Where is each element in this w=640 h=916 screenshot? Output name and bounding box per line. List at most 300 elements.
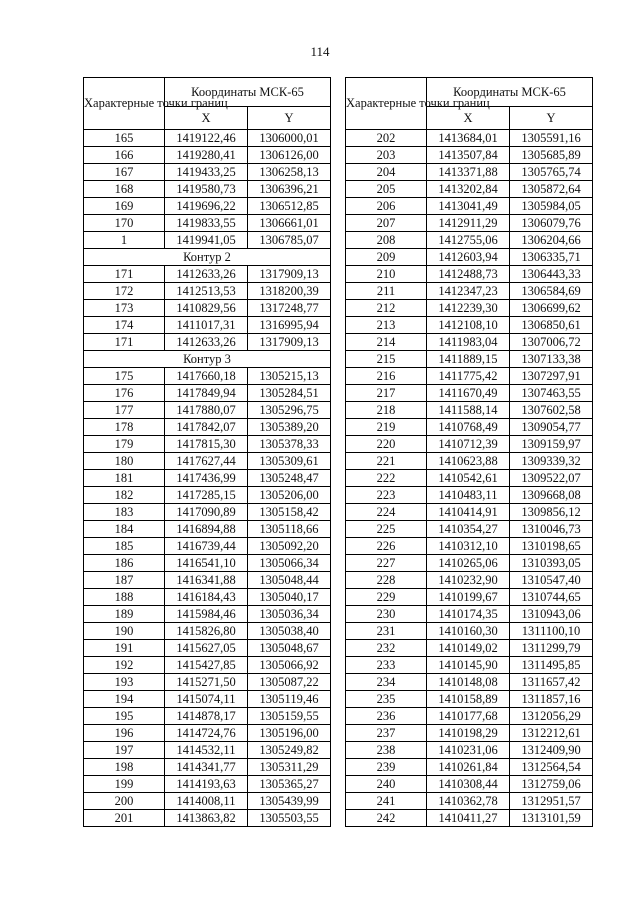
- y-coordinate-cell: 1305389,20: [248, 419, 331, 436]
- table-row: [84, 521, 331, 538]
- y-coordinate-cell: 1311299,79: [510, 640, 593, 657]
- x-coordinate-cell: 1419122,46: [165, 130, 248, 147]
- point-number-cell: 196: [84, 725, 165, 742]
- point-number-cell: 224: [346, 504, 427, 521]
- x-coordinate-cell: 1410362,78: [427, 793, 510, 810]
- point-number-cell: 183: [84, 504, 165, 521]
- point-number-cell: 222: [346, 470, 427, 487]
- point-number-cell: 207: [346, 215, 427, 232]
- table-row: [84, 266, 331, 283]
- point-number-cell: 199: [84, 776, 165, 793]
- point-number-cell: 173: [84, 300, 165, 317]
- y-coordinate-cell: 1309522,07: [510, 470, 593, 487]
- x-coordinate-cell: 1410308,44: [427, 776, 510, 793]
- y-coordinate-cell: 1316995,94: [248, 317, 331, 334]
- y-coordinate-cell: 1307133,38: [510, 351, 593, 368]
- point-number-cell: 1: [84, 232, 165, 249]
- y-coordinate-cell: 1305036,34: [248, 606, 331, 623]
- x-coordinate-cell: 1410354,27: [427, 521, 510, 538]
- x-coordinate-cell: 1412108,10: [427, 317, 510, 334]
- point-number-cell: 200: [84, 793, 165, 810]
- point-number-cell: 202: [346, 130, 427, 147]
- table-row: [346, 589, 593, 606]
- y-coordinate-cell: 1309159,97: [510, 436, 593, 453]
- table-row: [346, 776, 593, 793]
- table-row: [346, 232, 593, 249]
- table-row: [346, 793, 593, 810]
- table-row: [346, 674, 593, 691]
- table-row: [346, 470, 593, 487]
- table-row: [84, 232, 331, 249]
- point-number-cell: 211: [346, 283, 427, 300]
- y-coordinate-cell: 1311100,10: [510, 623, 593, 640]
- x-coordinate-cell: 1417627,44: [165, 453, 248, 470]
- table-row: [346, 130, 593, 147]
- table-row: [346, 351, 593, 368]
- table-row: [346, 521, 593, 538]
- x-coordinate-cell: 1413684,01: [427, 130, 510, 147]
- table-row: [84, 793, 331, 810]
- y-coordinate-cell: 1305066,92: [248, 657, 331, 674]
- point-number-cell: 192: [84, 657, 165, 674]
- x-coordinate-cell: 1410231,06: [427, 742, 510, 759]
- table-row: [346, 385, 593, 402]
- y-coordinate-cell: 1305087,22: [248, 674, 331, 691]
- point-number-cell: 218: [346, 402, 427, 419]
- x-coordinate-cell: 1412603,94: [427, 249, 510, 266]
- point-number-cell: 194: [84, 691, 165, 708]
- coordinates-table-right: [345, 77, 593, 827]
- table-row: [346, 181, 593, 198]
- point-number-cell: 223: [346, 487, 427, 504]
- x-coordinate-cell: 1417815,30: [165, 436, 248, 453]
- table-row: [84, 776, 331, 793]
- y-coordinate-cell: 1312759,06: [510, 776, 593, 793]
- y-coordinate-cell: 1305872,64: [510, 181, 593, 198]
- x-coordinate-cell: 1410158,89: [427, 691, 510, 708]
- x-coordinate-cell: 1412239,30: [427, 300, 510, 317]
- y-coordinate-cell: 1305503,55: [248, 810, 331, 827]
- y-coordinate-cell: 1309856,12: [510, 504, 593, 521]
- y-coordinate-cell: 1305038,40: [248, 623, 331, 640]
- contour-heading: Контур 2: [84, 249, 331, 266]
- x-coordinate-cell: 1412347,23: [427, 283, 510, 300]
- x-coordinate-cell: 1412633,26: [165, 334, 248, 351]
- point-number-cell: 228: [346, 572, 427, 589]
- table-row: [346, 504, 593, 521]
- point-number-cell: 206: [346, 198, 427, 215]
- y-coordinate-cell: 1305591,16: [510, 130, 593, 147]
- x-coordinate-cell: 1414878,17: [165, 708, 248, 725]
- table-row: [346, 334, 593, 351]
- x-coordinate-cell: 1411670,49: [427, 385, 510, 402]
- point-number-cell: 220: [346, 436, 427, 453]
- x-coordinate-cell: 1417090,89: [165, 504, 248, 521]
- x-coordinate-cell: 1416184,43: [165, 589, 248, 606]
- y-coordinate-cell: 1306785,07: [248, 232, 331, 249]
- point-number-cell: 195: [84, 708, 165, 725]
- table-row: [346, 555, 593, 572]
- table-row: [346, 419, 593, 436]
- table-row: [84, 725, 331, 742]
- table-row: [346, 402, 593, 419]
- table-row: [346, 215, 593, 232]
- point-number-cell: 236: [346, 708, 427, 725]
- y-coordinate-cell: 1305284,51: [248, 385, 331, 402]
- table-row: [346, 300, 593, 317]
- y-coordinate-cell: 1311857,16: [510, 691, 593, 708]
- table-row: [84, 215, 331, 232]
- x-coordinate-cell: 1410542,61: [427, 470, 510, 487]
- table-row: [346, 691, 593, 708]
- points-column-header: Характерные точки границ: [84, 78, 165, 130]
- y-coordinate-cell: 1310744,65: [510, 589, 593, 606]
- table-row: [346, 283, 593, 300]
- point-number-cell: 239: [346, 759, 427, 776]
- point-number-cell: 204: [346, 164, 427, 181]
- x-coordinate-cell: 1410623,88: [427, 453, 510, 470]
- x-coordinate-cell: 1415271,50: [165, 674, 248, 691]
- y-coordinate-cell: 1305984,05: [510, 198, 593, 215]
- table-row: [84, 674, 331, 691]
- y-coordinate-cell: 1305248,47: [248, 470, 331, 487]
- table-row: [84, 589, 331, 606]
- y-coordinate-cell: 1305196,00: [248, 725, 331, 742]
- table-row: [84, 436, 331, 453]
- x-coordinate-cell: 1417880,07: [165, 402, 248, 419]
- point-number-cell: 232: [346, 640, 427, 657]
- x-coordinate-cell: 1411889,15: [427, 351, 510, 368]
- point-number-cell: 225: [346, 521, 427, 538]
- coordinates-column-header: Координаты МСК-65: [427, 78, 593, 107]
- y-coordinate-cell: 1307602,58: [510, 402, 593, 419]
- point-number-cell: 237: [346, 725, 427, 742]
- table-row: [346, 317, 593, 334]
- x-coordinate-cell: 1414008,11: [165, 793, 248, 810]
- table-row: [84, 572, 331, 589]
- coordinates-table-left: [83, 77, 331, 827]
- x-coordinate-cell: 1414532,11: [165, 742, 248, 759]
- table-row: [84, 708, 331, 725]
- x-coordinate-cell: 1410483,11: [427, 487, 510, 504]
- point-number-cell: 227: [346, 555, 427, 572]
- table-row: [84, 657, 331, 674]
- table-row: [84, 691, 331, 708]
- point-number-cell: 215: [346, 351, 427, 368]
- point-number-cell: 171: [84, 334, 165, 351]
- table-row: [84, 334, 331, 351]
- table-row: [346, 725, 593, 742]
- contour-heading: Контур 3: [84, 351, 331, 368]
- table-row: [84, 419, 331, 436]
- point-number-cell: 181: [84, 470, 165, 487]
- table-row: [84, 130, 331, 147]
- y-coordinate-cell: 1310547,40: [510, 572, 593, 589]
- x-coordinate-cell: 1413863,82: [165, 810, 248, 827]
- point-number-cell: 176: [84, 385, 165, 402]
- x-coordinate-cell: 1419941,05: [165, 232, 248, 249]
- table-row: [84, 164, 331, 181]
- x-coordinate-cell: 1410199,67: [427, 589, 510, 606]
- point-number-cell: 221: [346, 453, 427, 470]
- y-coordinate-cell: 1306699,62: [510, 300, 593, 317]
- x-coordinate-cell: 1417849,94: [165, 385, 248, 402]
- point-number-cell: 185: [84, 538, 165, 555]
- x-coordinate-cell: 1410265,06: [427, 555, 510, 572]
- x-coordinate-cell: 1417436,99: [165, 470, 248, 487]
- y-coordinate-cell: 1306204,66: [510, 232, 593, 249]
- y-coordinate-cell: 1312056,29: [510, 708, 593, 725]
- x-coordinate-cell: 1414341,77: [165, 759, 248, 776]
- point-number-cell: 174: [84, 317, 165, 334]
- y-coordinate-cell: 1305118,66: [248, 521, 331, 538]
- y-coordinate-cell: 1309054,77: [510, 419, 593, 436]
- x-coordinate-cell: 1410145,90: [427, 657, 510, 674]
- y-coordinate-cell: 1306258,13: [248, 164, 331, 181]
- point-number-cell: 169: [84, 198, 165, 215]
- table-row: [346, 249, 593, 266]
- x-coordinate-cell: 1416894,88: [165, 521, 248, 538]
- contour-heading-row: [84, 351, 331, 368]
- y-coordinate-cell: 1306079,76: [510, 215, 593, 232]
- y-coordinate-cell: 1310393,05: [510, 555, 593, 572]
- x-coordinate-cell: 1412513,53: [165, 283, 248, 300]
- x-coordinate-cell: 1417842,07: [165, 419, 248, 436]
- x-coordinate-cell: 1415826,80: [165, 623, 248, 640]
- point-number-cell: 172: [84, 283, 165, 300]
- points-column-header: Характерные точки границ: [346, 78, 427, 130]
- coordinates-column-header: Координаты МСК-65: [165, 78, 331, 107]
- point-number-cell: 230: [346, 606, 427, 623]
- point-number-cell: 186: [84, 555, 165, 572]
- table-row: [346, 164, 593, 181]
- point-number-cell: 216: [346, 368, 427, 385]
- point-number-cell: 167: [84, 164, 165, 181]
- table-row: [84, 317, 331, 334]
- x-coordinate-cell: 1413202,84: [427, 181, 510, 198]
- y-coordinate-cell: 1305685,89: [510, 147, 593, 164]
- table-body-left: [84, 130, 331, 827]
- y-coordinate-cell: 1306000,01: [248, 130, 331, 147]
- point-number-cell: 219: [346, 419, 427, 436]
- y-coordinate-cell: 1306661,01: [248, 215, 331, 232]
- y-coordinate-cell: 1306512,85: [248, 198, 331, 215]
- table-row: [346, 623, 593, 640]
- table-row: [84, 606, 331, 623]
- point-number-cell: 166: [84, 147, 165, 164]
- x-coordinate-cell: 1410149,02: [427, 640, 510, 657]
- point-number-cell: 170: [84, 215, 165, 232]
- y-coordinate-cell: 1305309,61: [248, 453, 331, 470]
- table-body-right: [346, 130, 593, 827]
- y-coordinate-cell: 1305159,55: [248, 708, 331, 725]
- point-number-cell: 212: [346, 300, 427, 317]
- point-number-cell: 175: [84, 368, 165, 385]
- point-number-cell: 238: [346, 742, 427, 759]
- x-coordinate-cell: 1410411,27: [427, 810, 510, 827]
- x-coordinate-cell: 1410768,49: [427, 419, 510, 436]
- x-coordinate-cell: 1416541,10: [165, 555, 248, 572]
- point-number-cell: 165: [84, 130, 165, 147]
- point-number-cell: 242: [346, 810, 427, 827]
- x-coordinate-cell: 1410261,84: [427, 759, 510, 776]
- x-coordinate-cell: 1410177,68: [427, 708, 510, 725]
- table-row: [84, 385, 331, 402]
- x-coordinate-cell: 1419280,41: [165, 147, 248, 164]
- point-number-cell: 209: [346, 249, 427, 266]
- y-coordinate-cell: 1307006,72: [510, 334, 593, 351]
- y-coordinate-cell: 1312951,57: [510, 793, 593, 810]
- point-number-cell: 178: [84, 419, 165, 436]
- x-coordinate-cell: 1412911,29: [427, 215, 510, 232]
- x-coordinate-cell: 1411588,14: [427, 402, 510, 419]
- point-number-cell: 191: [84, 640, 165, 657]
- y-coordinate-cell: 1305158,42: [248, 504, 331, 521]
- table-row: [84, 147, 331, 164]
- table-row: [84, 368, 331, 385]
- table-row: [84, 504, 331, 521]
- point-number-cell: 182: [84, 487, 165, 504]
- y-coordinate-cell: 1307297,91: [510, 368, 593, 385]
- x-coordinate-cell: 1417660,18: [165, 368, 248, 385]
- y-coordinate-cell: 1305048,44: [248, 572, 331, 589]
- point-number-cell: 179: [84, 436, 165, 453]
- point-number-cell: 234: [346, 674, 427, 691]
- point-number-cell: 188: [84, 589, 165, 606]
- x-coordinate-cell: 1419696,22: [165, 198, 248, 215]
- y-coordinate-cell: 1306584,69: [510, 283, 593, 300]
- x-coordinate-cell: 1410829,56: [165, 300, 248, 317]
- x-coordinate-cell: 1416341,88: [165, 572, 248, 589]
- y-coordinate-cell: 1305119,46: [248, 691, 331, 708]
- point-number-cell: 177: [84, 402, 165, 419]
- x-coordinate-cell: 1419433,25: [165, 164, 248, 181]
- x-coordinate-cell: 1413041,49: [427, 198, 510, 215]
- y-coordinate-cell: 1307463,55: [510, 385, 593, 402]
- y-coordinate-cell: 1317909,13: [248, 266, 331, 283]
- x-coordinate-cell: 1410174,35: [427, 606, 510, 623]
- y-coordinate-cell: 1306126,00: [248, 147, 331, 164]
- point-number-cell: 213: [346, 317, 427, 334]
- y-coordinate-cell: 1310198,65: [510, 538, 593, 555]
- table-row: [346, 572, 593, 589]
- y-column-header: Y: [510, 107, 593, 130]
- y-coordinate-cell: 1305040,17: [248, 589, 331, 606]
- table-row: [84, 538, 331, 555]
- table-row: [84, 181, 331, 198]
- x-coordinate-cell: 1412633,26: [165, 266, 248, 283]
- table-row: [346, 147, 593, 164]
- table-row: [84, 300, 331, 317]
- table-row: [346, 368, 593, 385]
- x-column-header: X: [165, 107, 248, 130]
- x-coordinate-cell: 1411017,31: [165, 317, 248, 334]
- point-number-cell: 184: [84, 521, 165, 538]
- y-coordinate-cell: 1317909,13: [248, 334, 331, 351]
- y-coordinate-cell: 1305439,99: [248, 793, 331, 810]
- table-row: [346, 657, 593, 674]
- y-coordinate-cell: 1305215,13: [248, 368, 331, 385]
- y-coordinate-cell: 1318200,39: [248, 283, 331, 300]
- y-coordinate-cell: 1306443,33: [510, 266, 593, 283]
- x-coordinate-cell: 1410414,91: [427, 504, 510, 521]
- x-coordinate-cell: 1416739,44: [165, 538, 248, 555]
- table-row: [346, 538, 593, 555]
- y-coordinate-cell: 1305206,00: [248, 487, 331, 504]
- table-row: [346, 606, 593, 623]
- y-coordinate-cell: 1305296,75: [248, 402, 331, 419]
- table-row: [346, 266, 593, 283]
- point-number-cell: 226: [346, 538, 427, 555]
- y-coordinate-cell: 1311657,42: [510, 674, 593, 691]
- table-row: [84, 453, 331, 470]
- table-row: [84, 487, 331, 504]
- point-number-cell: 197: [84, 742, 165, 759]
- table-row: [346, 453, 593, 470]
- y-coordinate-cell: 1313101,59: [510, 810, 593, 827]
- x-coordinate-cell: 1410160,30: [427, 623, 510, 640]
- table-row: [84, 810, 331, 827]
- point-number-cell: 241: [346, 793, 427, 810]
- point-number-cell: 180: [84, 453, 165, 470]
- x-coordinate-cell: 1415627,05: [165, 640, 248, 657]
- y-coordinate-cell: 1312409,90: [510, 742, 593, 759]
- table-row: [346, 436, 593, 453]
- x-coordinate-cell: 1412755,06: [427, 232, 510, 249]
- y-coordinate-cell: 1305249,82: [248, 742, 331, 759]
- x-coordinate-cell: 1414724,76: [165, 725, 248, 742]
- y-coordinate-cell: 1305066,34: [248, 555, 331, 572]
- table-row: [84, 623, 331, 640]
- y-coordinate-cell: 1311495,85: [510, 657, 593, 674]
- point-number-cell: 233: [346, 657, 427, 674]
- x-coordinate-cell: 1413371,88: [427, 164, 510, 181]
- x-coordinate-cell: 1410148,08: [427, 674, 510, 691]
- point-number-cell: 187: [84, 572, 165, 589]
- x-coordinate-cell: 1415427,85: [165, 657, 248, 674]
- table-row: [346, 198, 593, 215]
- x-coordinate-cell: 1410312,10: [427, 538, 510, 555]
- contour-heading-row: [84, 249, 331, 266]
- table-row: [346, 708, 593, 725]
- point-number-cell: 208: [346, 232, 427, 249]
- y-coordinate-cell: 1305048,67: [248, 640, 331, 657]
- table-row: [84, 402, 331, 419]
- point-number-cell: 171: [84, 266, 165, 283]
- point-number-cell: 198: [84, 759, 165, 776]
- y-coordinate-cell: 1309668,08: [510, 487, 593, 504]
- point-number-cell: 205: [346, 181, 427, 198]
- y-coordinate-cell: 1305378,33: [248, 436, 331, 453]
- x-coordinate-cell: 1411983,04: [427, 334, 510, 351]
- y-coordinate-cell: 1312212,61: [510, 725, 593, 742]
- y-coordinate-cell: 1312564,54: [510, 759, 593, 776]
- table-row: [84, 555, 331, 572]
- table-row: [84, 742, 331, 759]
- y-coordinate-cell: 1305765,74: [510, 164, 593, 181]
- point-number-cell: 217: [346, 385, 427, 402]
- y-coordinate-cell: 1306335,71: [510, 249, 593, 266]
- point-number-cell: 168: [84, 181, 165, 198]
- table-row: [84, 283, 331, 300]
- y-coordinate-cell: 1306850,61: [510, 317, 593, 334]
- y-coordinate-cell: 1306396,21: [248, 181, 331, 198]
- table-row: [84, 640, 331, 657]
- y-coordinate-cell: 1305092,20: [248, 538, 331, 555]
- point-number-cell: 210: [346, 266, 427, 283]
- y-coordinate-cell: 1309339,32: [510, 453, 593, 470]
- x-column-header: X: [427, 107, 510, 130]
